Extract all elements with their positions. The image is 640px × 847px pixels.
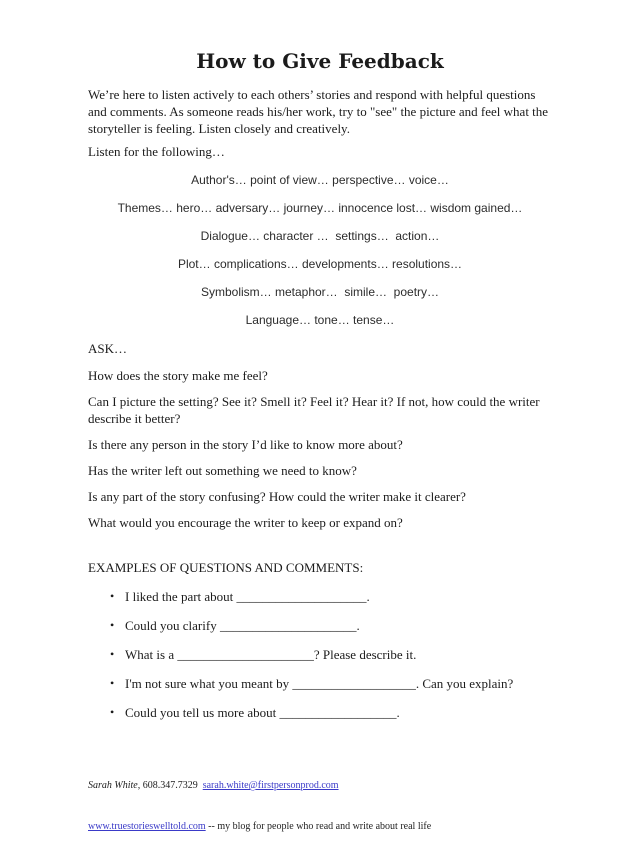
listen-for-list (88, 172, 552, 328)
intro-paragraph: We’re here to listen actively to each others’ stories and respond with helpful questions and comments. As someone reads his/her work, try to "see" the picture and feel what the storyteller is feeling. Listen closely and creatively. (88, 87, 549, 136)
example-text: Could you clarify _____________________. (125, 618, 360, 633)
example-text: What is a _____________________? Please describe it. (125, 647, 417, 662)
examples-heading: EXAMPLES OF QUESTIONS AND COMMENTS: (88, 560, 364, 575)
listen-item: Author's… point of view… perspective… voice… (191, 173, 449, 187)
listen-item: Themes… hero… adversary… journey… innocence lost… wisdom gained… (117, 201, 523, 215)
example-text: Could you tell us more about __________________. (125, 705, 400, 720)
question-paragraph: Has the writer left out something we need to know? (88, 463, 357, 478)
question-paragraph: How does the story make me feel? (88, 368, 268, 383)
footer-tagline: -- my blog for people who read and write about real life (205, 820, 432, 832)
footer-phone: 608.347.7329 (140, 780, 203, 791)
question-paragraph: Is any part of the story confusing? How could the writer make it clearer? (88, 489, 466, 504)
example-item (88, 646, 552, 663)
bullet-icon: • (110, 647, 115, 661)
example-item (88, 617, 552, 634)
footer-blog-line (88, 820, 580, 834)
ask-heading: ASK… (88, 341, 128, 356)
example-item (88, 588, 552, 605)
footer-email-link[interactable]: sarah.white@firstpersonprod.com (202, 780, 339, 791)
footer-author-name: Sarah White, (88, 780, 141, 791)
example-item (88, 704, 552, 721)
listen-item: Plot… complications… developments… resolutions… (177, 257, 463, 271)
footer (88, 752, 580, 847)
question-paragraph: Can I picture the setting? See it? Smell it? Feel it? Hear it? If not, how could the writer describe it better? (88, 394, 540, 426)
footer-website-link[interactable]: www.truestorieswelltold.com (88, 820, 206, 832)
listen-item: Dialogue… character … settings… action… (200, 229, 440, 243)
page-title: How to Give Feedback (196, 49, 444, 73)
examples-list (88, 588, 552, 721)
listen-item: Symbolism… metaphor… simile… poetry… (200, 285, 440, 299)
listen-item: Language… tone… tense… (245, 313, 395, 327)
question-paragraph: What would you encourage the writer to keep or expand on? (88, 515, 403, 530)
example-text: I liked the part about ____________________. (125, 589, 370, 604)
bullet-icon: • (110, 618, 115, 632)
listen-lead: Listen for the following… (88, 144, 225, 159)
example-text: I'm not sure what you meant by ___________________. Can you explain? (125, 676, 514, 691)
bullet-icon: • (110, 705, 115, 719)
footer-contact-line (88, 779, 580, 793)
question-paragraph: Is there any person in the story I’d like to know more about? (88, 437, 403, 452)
example-item (88, 675, 552, 692)
bullet-icon: • (110, 676, 115, 690)
bullet-icon: • (110, 589, 115, 603)
